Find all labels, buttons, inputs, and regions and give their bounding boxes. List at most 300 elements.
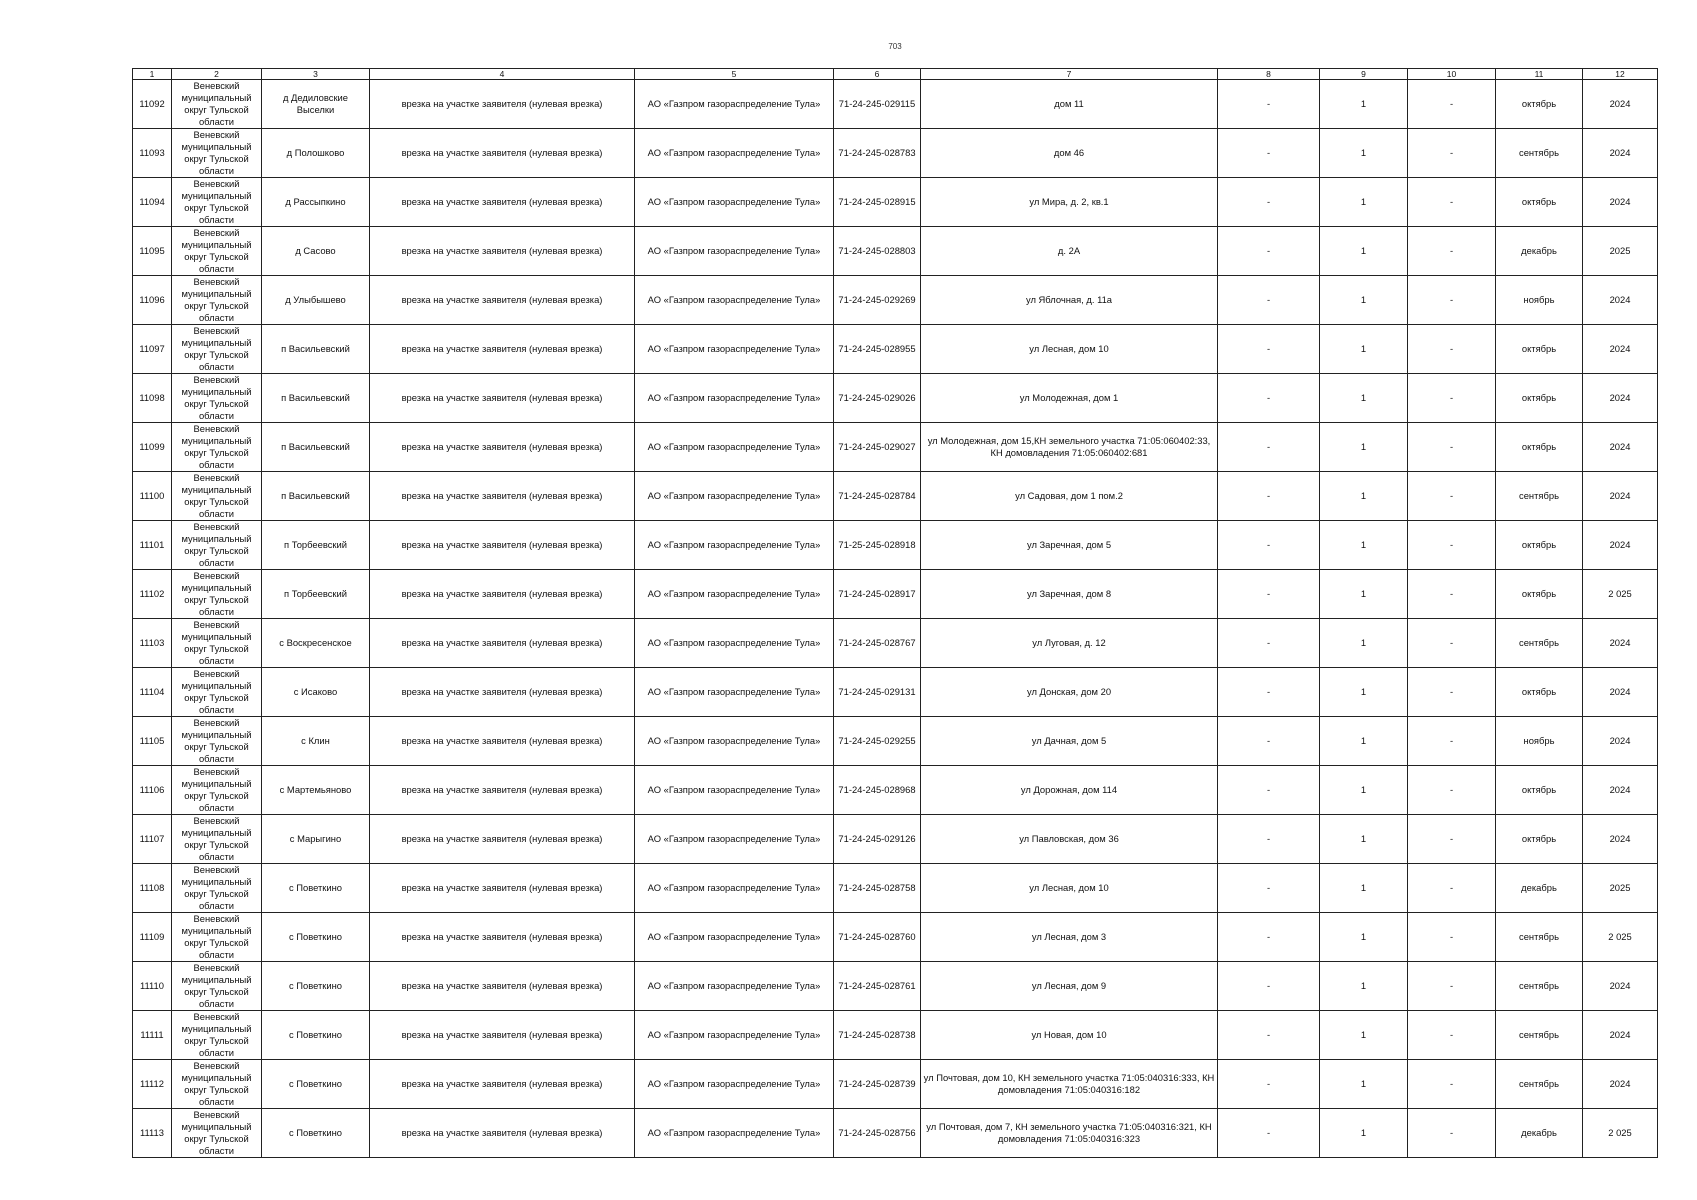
- connection-type-cell: врезка на участке заявителя (нулевая врезка): [370, 80, 635, 129]
- table-row: [133, 276, 1658, 325]
- address-cell: ул Яблочная, д. 11а: [921, 276, 1218, 325]
- organization-cell: АО «Газпром газораспределение Тула»: [635, 521, 834, 570]
- municipality-cell: Веневский муниципальный округ Тульской области: [172, 276, 262, 325]
- row-number-cell: 11096: [133, 276, 172, 325]
- column-header: 5: [635, 69, 834, 80]
- row-number-cell: 11092: [133, 80, 172, 129]
- organization-cell: АО «Газпром газораспределение Тула»: [635, 815, 834, 864]
- connection-type-cell: врезка на участке заявителя (нулевая врезка): [370, 815, 635, 864]
- municipality-cell: Веневский муниципальный округ Тульской области: [172, 129, 262, 178]
- col8-cell: -: [1218, 962, 1320, 1011]
- gas-connection-table: [132, 68, 1658, 1158]
- table-row: [133, 815, 1658, 864]
- row-number-cell: 11108: [133, 864, 172, 913]
- row-number-cell: 11102: [133, 570, 172, 619]
- settlement-cell: с Марыгино: [262, 815, 370, 864]
- col8-cell: -: [1218, 1060, 1320, 1109]
- settlement-cell: с Мартемьяново: [262, 766, 370, 815]
- settlement-cell: д Полошково: [262, 129, 370, 178]
- col10-cell: -: [1408, 1060, 1496, 1109]
- connection-type-cell: врезка на участке заявителя (нулевая врезка): [370, 570, 635, 619]
- address-cell: ул Павловская, дом 36: [921, 815, 1218, 864]
- quantity-cell: 1: [1320, 423, 1408, 472]
- connection-type-cell: врезка на участке заявителя (нулевая врезка): [370, 129, 635, 178]
- col10-cell: -: [1408, 815, 1496, 864]
- year-cell: 2024: [1583, 80, 1658, 129]
- col8-cell: -: [1218, 815, 1320, 864]
- month-cell: сентябрь: [1496, 472, 1583, 521]
- address-cell: ул Заречная, дом 8: [921, 570, 1218, 619]
- col8-cell: -: [1218, 227, 1320, 276]
- month-cell: сентябрь: [1496, 129, 1583, 178]
- application-number-cell: 71-24-245-028758: [834, 864, 921, 913]
- month-cell: ноябрь: [1496, 276, 1583, 325]
- col8-cell: -: [1218, 374, 1320, 423]
- connection-type-cell: врезка на участке заявителя (нулевая врезка): [370, 423, 635, 472]
- application-number-cell: 71-24-245-029026: [834, 374, 921, 423]
- organization-cell: АО «Газпром газораспределение Тула»: [635, 423, 834, 472]
- connection-type-cell: врезка на участке заявителя (нулевая врезка): [370, 668, 635, 717]
- municipality-cell: Веневский муниципальный округ Тульской области: [172, 864, 262, 913]
- year-cell: 2 025: [1583, 1109, 1658, 1158]
- application-number-cell: 71-24-245-029126: [834, 815, 921, 864]
- col8-cell: -: [1218, 178, 1320, 227]
- month-cell: октябрь: [1496, 325, 1583, 374]
- organization-cell: АО «Газпром газораспределение Тула»: [635, 472, 834, 521]
- column-header: 2: [172, 69, 262, 80]
- municipality-cell: Веневский муниципальный округ Тульской области: [172, 325, 262, 374]
- table-row: [133, 472, 1658, 521]
- organization-cell: АО «Газпром газораспределение Тула»: [635, 1060, 834, 1109]
- table-row: [133, 325, 1658, 374]
- col10-cell: -: [1408, 1011, 1496, 1060]
- organization-cell: АО «Газпром газораспределение Тула»: [635, 619, 834, 668]
- year-cell: 2024: [1583, 619, 1658, 668]
- table-row: [133, 374, 1658, 423]
- column-header: 7: [921, 69, 1218, 80]
- address-cell: ул Лесная, дом 10: [921, 864, 1218, 913]
- row-number-cell: 11110: [133, 962, 172, 1011]
- municipality-cell: Веневский муниципальный округ Тульской области: [172, 962, 262, 1011]
- settlement-cell: с Поветкино: [262, 1011, 370, 1060]
- quantity-cell: 1: [1320, 129, 1408, 178]
- month-cell: ноябрь: [1496, 717, 1583, 766]
- municipality-cell: Веневский муниципальный округ Тульской области: [172, 472, 262, 521]
- table-row: [133, 717, 1658, 766]
- connection-type-cell: врезка на участке заявителя (нулевая врезка): [370, 276, 635, 325]
- row-number-cell: 11093: [133, 129, 172, 178]
- application-number-cell: 71-24-245-029269: [834, 276, 921, 325]
- application-number-cell: 71-24-245-028784: [834, 472, 921, 521]
- quantity-cell: 1: [1320, 913, 1408, 962]
- year-cell: 2024: [1583, 472, 1658, 521]
- year-cell: 2024: [1583, 668, 1658, 717]
- col8-cell: -: [1218, 766, 1320, 815]
- row-number-cell: 11107: [133, 815, 172, 864]
- settlement-cell: с Поветкино: [262, 913, 370, 962]
- quantity-cell: 1: [1320, 766, 1408, 815]
- row-number-cell: 11109: [133, 913, 172, 962]
- connection-type-cell: врезка на участке заявителя (нулевая врезка): [370, 325, 635, 374]
- application-number-cell: 71-24-245-028738: [834, 1011, 921, 1060]
- year-cell: 2024: [1583, 1011, 1658, 1060]
- address-cell: ул Лесная, дом 3: [921, 913, 1218, 962]
- row-number-cell: 11104: [133, 668, 172, 717]
- col10-cell: -: [1408, 423, 1496, 472]
- quantity-cell: 1: [1320, 619, 1408, 668]
- connection-type-cell: врезка на участке заявителя (нулевая врезка): [370, 962, 635, 1011]
- application-number-cell: 71-25-245-028918: [834, 521, 921, 570]
- address-cell: ул Дачная, дом 5: [921, 717, 1218, 766]
- column-header: 12: [1583, 69, 1658, 80]
- municipality-cell: Веневский муниципальный округ Тульской области: [172, 766, 262, 815]
- application-number-cell: 71-24-245-028739: [834, 1060, 921, 1109]
- address-cell: ул Дорожная, дом 114: [921, 766, 1218, 815]
- table-row: [133, 423, 1658, 472]
- month-cell: сентябрь: [1496, 962, 1583, 1011]
- address-cell: ул Молодежная, дом 15,КН земельного участка 71:05:060402:33, КН домовладения 71:05:060402:681: [921, 423, 1218, 472]
- col10-cell: -: [1408, 913, 1496, 962]
- row-number-cell: 11101: [133, 521, 172, 570]
- year-cell: 2 025: [1583, 570, 1658, 619]
- settlement-cell: с Исаково: [262, 668, 370, 717]
- column-header: 3: [262, 69, 370, 80]
- settlement-cell: п Торбеевский: [262, 570, 370, 619]
- table-row: [133, 668, 1658, 717]
- col8-cell: -: [1218, 717, 1320, 766]
- quantity-cell: 1: [1320, 962, 1408, 1011]
- table-row: [133, 913, 1658, 962]
- quantity-cell: 1: [1320, 276, 1408, 325]
- month-cell: декабрь: [1496, 227, 1583, 276]
- settlement-cell: с Поветкино: [262, 1060, 370, 1109]
- municipality-cell: Веневский муниципальный округ Тульской области: [172, 521, 262, 570]
- month-cell: октябрь: [1496, 80, 1583, 129]
- settlement-cell: с Поветкино: [262, 962, 370, 1011]
- municipality-cell: Веневский муниципальный округ Тульской области: [172, 668, 262, 717]
- municipality-cell: Веневский муниципальный округ Тульской области: [172, 1011, 262, 1060]
- organization-cell: АО «Газпром газораспределение Тула»: [635, 276, 834, 325]
- col8-cell: -: [1218, 1109, 1320, 1158]
- column-header: 9: [1320, 69, 1408, 80]
- col10-cell: -: [1408, 1109, 1496, 1158]
- organization-cell: АО «Газпром газораспределение Тула»: [635, 570, 834, 619]
- col10-cell: -: [1408, 766, 1496, 815]
- quantity-cell: 1: [1320, 570, 1408, 619]
- col10-cell: -: [1408, 80, 1496, 129]
- table-body: [133, 80, 1658, 1158]
- connection-type-cell: врезка на участке заявителя (нулевая врезка): [370, 227, 635, 276]
- year-cell: 2024: [1583, 962, 1658, 1011]
- organization-cell: АО «Газпром газораспределение Тула»: [635, 864, 834, 913]
- month-cell: октябрь: [1496, 423, 1583, 472]
- col10-cell: -: [1408, 668, 1496, 717]
- month-cell: сентябрь: [1496, 619, 1583, 668]
- application-number-cell: 71-24-245-028760: [834, 913, 921, 962]
- quantity-cell: 1: [1320, 864, 1408, 913]
- row-number-cell: 11095: [133, 227, 172, 276]
- table-row: [133, 1011, 1658, 1060]
- connection-type-cell: врезка на участке заявителя (нулевая врезка): [370, 766, 635, 815]
- col10-cell: -: [1408, 325, 1496, 374]
- col10-cell: -: [1408, 129, 1496, 178]
- year-cell: 2024: [1583, 178, 1658, 227]
- address-cell: ул Молодежная, дом 1: [921, 374, 1218, 423]
- year-cell: 2024: [1583, 521, 1658, 570]
- year-cell: 2024: [1583, 815, 1658, 864]
- year-cell: 2024: [1583, 766, 1658, 815]
- col8-cell: -: [1218, 913, 1320, 962]
- connection-type-cell: врезка на участке заявителя (нулевая врезка): [370, 1011, 635, 1060]
- col10-cell: -: [1408, 962, 1496, 1011]
- connection-type-cell: врезка на участке заявителя (нулевая врезка): [370, 717, 635, 766]
- municipality-cell: Веневский муниципальный округ Тульской области: [172, 913, 262, 962]
- application-number-cell: 71-24-245-028803: [834, 227, 921, 276]
- row-number-cell: 11113: [133, 1109, 172, 1158]
- year-cell: 2024: [1583, 1060, 1658, 1109]
- organization-cell: АО «Газпром газораспределение Тула»: [635, 178, 834, 227]
- header-row: [133, 69, 1658, 80]
- application-number-cell: 71-24-245-028783: [834, 129, 921, 178]
- year-cell: 2 025: [1583, 913, 1658, 962]
- address-cell: ул Донская, дом 20: [921, 668, 1218, 717]
- organization-cell: АО «Газпром газораспределение Тула»: [635, 668, 834, 717]
- row-number-cell: 11106: [133, 766, 172, 815]
- settlement-cell: п Васильевский: [262, 374, 370, 423]
- settlement-cell: п Васильевский: [262, 472, 370, 521]
- col10-cell: -: [1408, 717, 1496, 766]
- address-cell: ул Мира, д. 2, кв.1: [921, 178, 1218, 227]
- year-cell: 2024: [1583, 276, 1658, 325]
- settlement-cell: д Сасово: [262, 227, 370, 276]
- municipality-cell: Веневский муниципальный округ Тульской области: [172, 227, 262, 276]
- col8-cell: -: [1218, 619, 1320, 668]
- settlement-cell: с Поветкино: [262, 864, 370, 913]
- month-cell: октябрь: [1496, 521, 1583, 570]
- column-header: 4: [370, 69, 635, 80]
- column-header: 8: [1218, 69, 1320, 80]
- row-number-cell: 11094: [133, 178, 172, 227]
- table-row: [133, 962, 1658, 1011]
- connection-type-cell: врезка на участке заявителя (нулевая врезка): [370, 1109, 635, 1158]
- table-row: [133, 570, 1658, 619]
- col10-cell: -: [1408, 570, 1496, 619]
- municipality-cell: Веневский муниципальный округ Тульской области: [172, 374, 262, 423]
- municipality-cell: Веневский муниципальный округ Тульской области: [172, 717, 262, 766]
- col10-cell: -: [1408, 276, 1496, 325]
- quantity-cell: 1: [1320, 1060, 1408, 1109]
- quantity-cell: 1: [1320, 178, 1408, 227]
- application-number-cell: 71-24-245-029131: [834, 668, 921, 717]
- year-cell: 2025: [1583, 864, 1658, 913]
- row-number-cell: 11111: [133, 1011, 172, 1060]
- connection-type-cell: врезка на участке заявителя (нулевая врезка): [370, 472, 635, 521]
- year-cell: 2024: [1583, 129, 1658, 178]
- municipality-cell: Веневский муниципальный округ Тульской области: [172, 619, 262, 668]
- quantity-cell: 1: [1320, 374, 1408, 423]
- year-cell: 2025: [1583, 227, 1658, 276]
- organization-cell: АО «Газпром газораспределение Тула»: [635, 913, 834, 962]
- row-number-cell: 11098: [133, 374, 172, 423]
- month-cell: сентябрь: [1496, 1011, 1583, 1060]
- col8-cell: -: [1218, 276, 1320, 325]
- connection-type-cell: врезка на участке заявителя (нулевая врезка): [370, 521, 635, 570]
- col8-cell: -: [1218, 80, 1320, 129]
- row-number-cell: 11100: [133, 472, 172, 521]
- col10-cell: -: [1408, 227, 1496, 276]
- year-cell: 2024: [1583, 423, 1658, 472]
- quantity-cell: 1: [1320, 668, 1408, 717]
- address-cell: ул Заречная, дом 5: [921, 521, 1218, 570]
- address-cell: дом 46: [921, 129, 1218, 178]
- month-cell: октябрь: [1496, 668, 1583, 717]
- organization-cell: АО «Газпром газораспределение Тула»: [635, 129, 834, 178]
- col10-cell: -: [1408, 178, 1496, 227]
- col8-cell: -: [1218, 472, 1320, 521]
- settlement-cell: д Рассыпкино: [262, 178, 370, 227]
- quantity-cell: 1: [1320, 1011, 1408, 1060]
- address-cell: ул Почтовая, дом 7, КН земельного участка 71:05:040316:321, КН домовладения 71:05:040316:323: [921, 1109, 1218, 1158]
- row-number-cell: 11105: [133, 717, 172, 766]
- organization-cell: АО «Газпром газораспределение Тула»: [635, 325, 834, 374]
- col10-cell: -: [1408, 619, 1496, 668]
- application-number-cell: 71-24-245-028761: [834, 962, 921, 1011]
- address-cell: ул Новая, дом 10: [921, 1011, 1218, 1060]
- col8-cell: -: [1218, 668, 1320, 717]
- table-row: [133, 1060, 1658, 1109]
- settlement-cell: п Торбеевский: [262, 521, 370, 570]
- settlement-cell: п Васильевский: [262, 325, 370, 374]
- application-number-cell: 71-24-245-028968: [834, 766, 921, 815]
- month-cell: октябрь: [1496, 374, 1583, 423]
- table-row: [133, 1109, 1658, 1158]
- month-cell: октябрь: [1496, 178, 1583, 227]
- organization-cell: АО «Газпром газораспределение Тула»: [635, 962, 834, 1011]
- connection-type-cell: врезка на участке заявителя (нулевая врезка): [370, 619, 635, 668]
- month-cell: октябрь: [1496, 815, 1583, 864]
- table-row: [133, 619, 1658, 668]
- municipality-cell: Веневский муниципальный округ Тульской области: [172, 815, 262, 864]
- month-cell: декабрь: [1496, 864, 1583, 913]
- col10-cell: -: [1408, 374, 1496, 423]
- month-cell: октябрь: [1496, 570, 1583, 619]
- address-cell: ул Лесная, дом 10: [921, 325, 1218, 374]
- application-number-cell: 71-24-245-028915: [834, 178, 921, 227]
- connection-type-cell: врезка на участке заявителя (нулевая врезка): [370, 178, 635, 227]
- table-row: [133, 129, 1658, 178]
- row-number-cell: 11097: [133, 325, 172, 374]
- settlement-cell: д Дедиловские Выселки: [262, 80, 370, 129]
- col8-cell: -: [1218, 570, 1320, 619]
- application-number-cell: 71-24-245-028955: [834, 325, 921, 374]
- quantity-cell: 1: [1320, 1109, 1408, 1158]
- organization-cell: АО «Газпром газораспределение Тула»: [635, 374, 834, 423]
- table-row: [133, 80, 1658, 129]
- connection-type-cell: врезка на участке заявителя (нулевая врезка): [370, 864, 635, 913]
- settlement-cell: д Улыбышево: [262, 276, 370, 325]
- table-row: [133, 766, 1658, 815]
- organization-cell: АО «Газпром газораспределение Тула»: [635, 227, 834, 276]
- application-number-cell: 71-24-245-028756: [834, 1109, 921, 1158]
- year-cell: 2024: [1583, 325, 1658, 374]
- row-number-cell: 11112: [133, 1060, 172, 1109]
- quantity-cell: 1: [1320, 717, 1408, 766]
- organization-cell: АО «Газпром газораспределение Тула»: [635, 717, 834, 766]
- application-number-cell: 71-24-245-029255: [834, 717, 921, 766]
- organization-cell: АО «Газпром газораспределение Тула»: [635, 80, 834, 129]
- connection-type-cell: врезка на участке заявителя (нулевая врезка): [370, 913, 635, 962]
- column-header: 10: [1408, 69, 1496, 80]
- month-cell: сентябрь: [1496, 1060, 1583, 1109]
- connection-type-cell: врезка на участке заявителя (нулевая врезка): [370, 374, 635, 423]
- address-cell: дом 11: [921, 80, 1218, 129]
- quantity-cell: 1: [1320, 325, 1408, 374]
- row-number-cell: 11103: [133, 619, 172, 668]
- page-number: 703: [888, 42, 902, 51]
- col8-cell: -: [1218, 521, 1320, 570]
- municipality-cell: Веневский муниципальный округ Тульской области: [172, 1109, 262, 1158]
- year-cell: 2024: [1583, 374, 1658, 423]
- application-number-cell: 71-24-245-028917: [834, 570, 921, 619]
- quantity-cell: 1: [1320, 472, 1408, 521]
- address-cell: д. 2А: [921, 227, 1218, 276]
- col8-cell: -: [1218, 423, 1320, 472]
- col8-cell: -: [1218, 1011, 1320, 1060]
- municipality-cell: Веневский муниципальный округ Тульской области: [172, 570, 262, 619]
- application-number-cell: 71-24-245-029027: [834, 423, 921, 472]
- municipality-cell: Веневский муниципальный округ Тульской области: [172, 423, 262, 472]
- table-row: [133, 521, 1658, 570]
- address-cell: ул Садовая, дом 1 пом.2: [921, 472, 1218, 521]
- quantity-cell: 1: [1320, 815, 1408, 864]
- application-number-cell: 71-24-245-028767: [834, 619, 921, 668]
- col10-cell: -: [1408, 472, 1496, 521]
- col8-cell: -: [1218, 864, 1320, 913]
- col8-cell: -: [1218, 325, 1320, 374]
- col10-cell: -: [1408, 864, 1496, 913]
- address-cell: ул Лесная, дом 9: [921, 962, 1218, 1011]
- column-header: 6: [834, 69, 921, 80]
- quantity-cell: 1: [1320, 80, 1408, 129]
- address-cell: ул Луговая, д. 12: [921, 619, 1218, 668]
- month-cell: сентябрь: [1496, 913, 1583, 962]
- quantity-cell: 1: [1320, 521, 1408, 570]
- month-cell: декабрь: [1496, 1109, 1583, 1158]
- col8-cell: -: [1218, 129, 1320, 178]
- table-row: [133, 227, 1658, 276]
- column-header: 1: [133, 69, 172, 80]
- settlement-cell: с Поветкино: [262, 1109, 370, 1158]
- connection-type-cell: врезка на участке заявителя (нулевая врезка): [370, 1060, 635, 1109]
- organization-cell: АО «Газпром газораспределение Тула»: [635, 1109, 834, 1158]
- application-number-cell: 71-24-245-029115: [834, 80, 921, 129]
- table-row: [133, 864, 1658, 913]
- organization-cell: АО «Газпром газораспределение Тула»: [635, 766, 834, 815]
- column-header: 11: [1496, 69, 1583, 80]
- month-cell: октябрь: [1496, 766, 1583, 815]
- quantity-cell: 1: [1320, 227, 1408, 276]
- settlement-cell: с Клин: [262, 717, 370, 766]
- row-number-cell: 11099: [133, 423, 172, 472]
- settlement-cell: с Воскресенское: [262, 619, 370, 668]
- municipality-cell: Веневский муниципальный округ Тульской области: [172, 1060, 262, 1109]
- year-cell: 2024: [1583, 717, 1658, 766]
- col10-cell: -: [1408, 521, 1496, 570]
- municipality-cell: Веневский муниципальный округ Тульской области: [172, 178, 262, 227]
- settlement-cell: п Васильевский: [262, 423, 370, 472]
- organization-cell: АО «Газпром газораспределение Тула»: [635, 1011, 834, 1060]
- address-cell: ул Почтовая, дом 10, КН земельного участка 71:05:040316:333, КН домовладения 71:05:040316:182: [921, 1060, 1218, 1109]
